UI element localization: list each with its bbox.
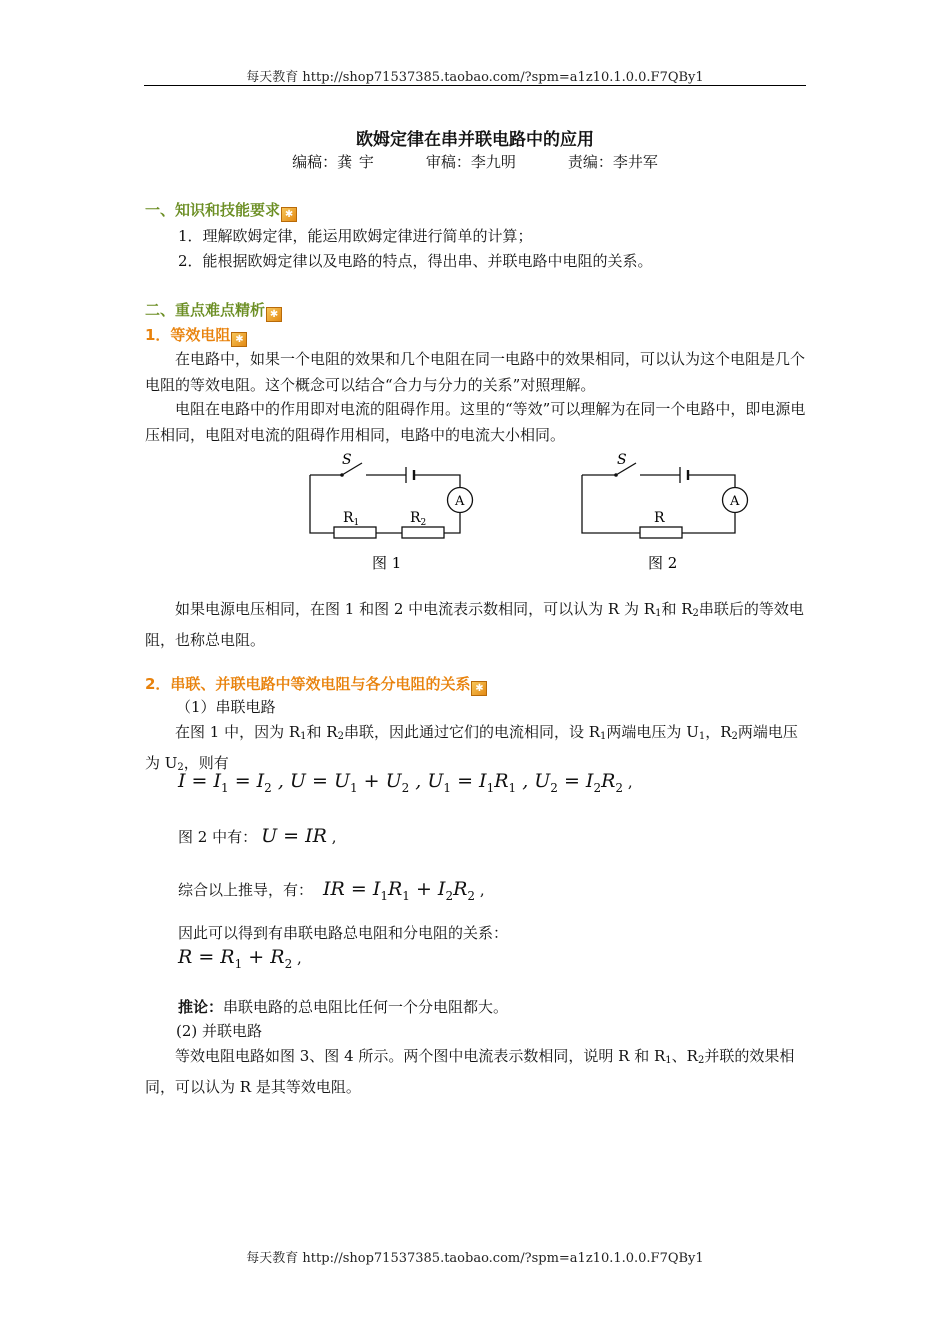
sub1-paragraph-2: 电阻在电路中的作用即对电流的阻碍作用。这里的“等效”可以理解为在同一个电路中，即电源电压相同，电阻对电流的阻碍作用相同，电路中的电流大小相同。 <box>145 400 806 444</box>
sub2-heading: 2．串联、并联电路中等效电阻与各分电阻的关系 ✱ <box>145 673 487 696</box>
fig2-has-line: 图 2 中有： U = IR , <box>178 825 337 847</box>
page-title: 欧姆定律在串并联电路中的应用 <box>356 130 594 150</box>
figure-1-circuit <box>278 450 478 580</box>
badge-icon: ✱ <box>266 307 282 322</box>
sub1-heading: 1．等效电阻 ✱ <box>145 324 247 347</box>
figure-2-switch-label: S <box>617 452 627 468</box>
figure-2-ammeter-label: A <box>730 494 740 509</box>
series-label: （1）串联电路 <box>176 698 276 716</box>
page-footer: 每天教育 http://shop71537385.taobao.com/?spm=a1z10.1.0.0.F7QBy1 <box>246 1251 704 1266</box>
figure-2-resistor-r <box>640 527 682 538</box>
figure-1-switch-label: S <box>342 452 352 468</box>
header-rule <box>144 85 806 86</box>
parallel-paragraph: 等效电阻电路如图 3、图 4 所示。两个图中电流表示数相同，说明 R 和 R1、R2并联的效果相同，可以认为 R 是其等效电阻。 <box>145 1047 795 1096</box>
page-header: 每天教育 http://shop71537385.taobao.com/?spm=a1z10.1.0.0.F7QBy1 <box>246 70 704 85</box>
figure-1-ammeter-label: A <box>455 494 465 509</box>
section2-heading: 二、重点难点精析 ✱ <box>145 299 282 322</box>
corollary-line: 推论：串联电路的总电阻比任何一个分电阻都大。 <box>178 998 509 1016</box>
figure-1-caption: 图 1 <box>372 554 402 572</box>
formula-series-relations: $I = I_1 = I_2$ , $U = U_1 + U_2$ , $U_1 = I_1R_1$ , $U_2 = I_2R_2$ , <box>178 770 633 795</box>
section1-item-2: 2．能根据欧姆定律以及电路的特点，得出串、并联电路中电阻的关系。 <box>178 252 653 270</box>
figure-1-resistor-r1 <box>334 527 376 538</box>
badge-icon: ✱ <box>281 207 297 222</box>
figure-1-wires <box>310 475 460 533</box>
formula-combined: IR = $I_1R_1 + I_2R_2$ <box>323 878 476 903</box>
figure-1-r2-label: $R_2$ <box>410 510 427 528</box>
formula-u-ir: U = IR <box>261 825 327 847</box>
badge-icon: ✱ <box>231 332 247 347</box>
parallel-label: (2) 并联电路 <box>176 1022 263 1040</box>
therefore-line: 因此可以得到有串联电路总电阻和分电阻的关系： <box>178 924 509 942</box>
section1-heading: 一、知识和技能要求 ✱ <box>145 199 297 222</box>
figure-2-circuit <box>562 450 762 580</box>
figure-1-r1-label: $R_1$ <box>343 510 360 528</box>
credits <box>0 151 950 172</box>
formula-total-resistance: $R = R_1 + R_2$ , <box>178 946 302 971</box>
credit-editor: 编稿：龚 宇 <box>292 153 374 171</box>
badge-icon: ✱ <box>471 681 487 696</box>
credit-responsible: 责编：李井军 <box>567 153 658 171</box>
figure-2-caption: 图 2 <box>648 554 678 572</box>
figure-2-r-label: R <box>654 510 665 526</box>
section1-item-1: 1．理解欧姆定律，能运用欧姆定律进行简单的计算； <box>178 227 533 245</box>
sub1-paragraph-1: 在电路中，如果一个电阻的效果和几个电阻在同一电路中的效果相同，可以认为这个电阻是几个电阻的等效电阻。这个概念可以结合“合力与分力的关系”对照理解。 <box>145 350 806 394</box>
credit-reviewer: 审稿：李九明 <box>425 153 516 171</box>
combined-line: 综合以上推导，有： IR = $I_1R_1 + I_2R_2$ , <box>178 878 485 903</box>
series-paragraph: 在图 1 中，因为 R1和 R2串联，因此通过它们的电流相同，设 R1两端电压为 U1，R2两端电压为 U2，则有 <box>145 723 798 773</box>
sub1-paragraph-3: 如果电源电压相同，在图 1 和图 2 中电流表示数相同，可以认为 R 为 R1和 R2串联后的等效电阻，也称总电阻。 <box>145 600 804 649</box>
figure-1-resistor-r2 <box>402 527 444 538</box>
